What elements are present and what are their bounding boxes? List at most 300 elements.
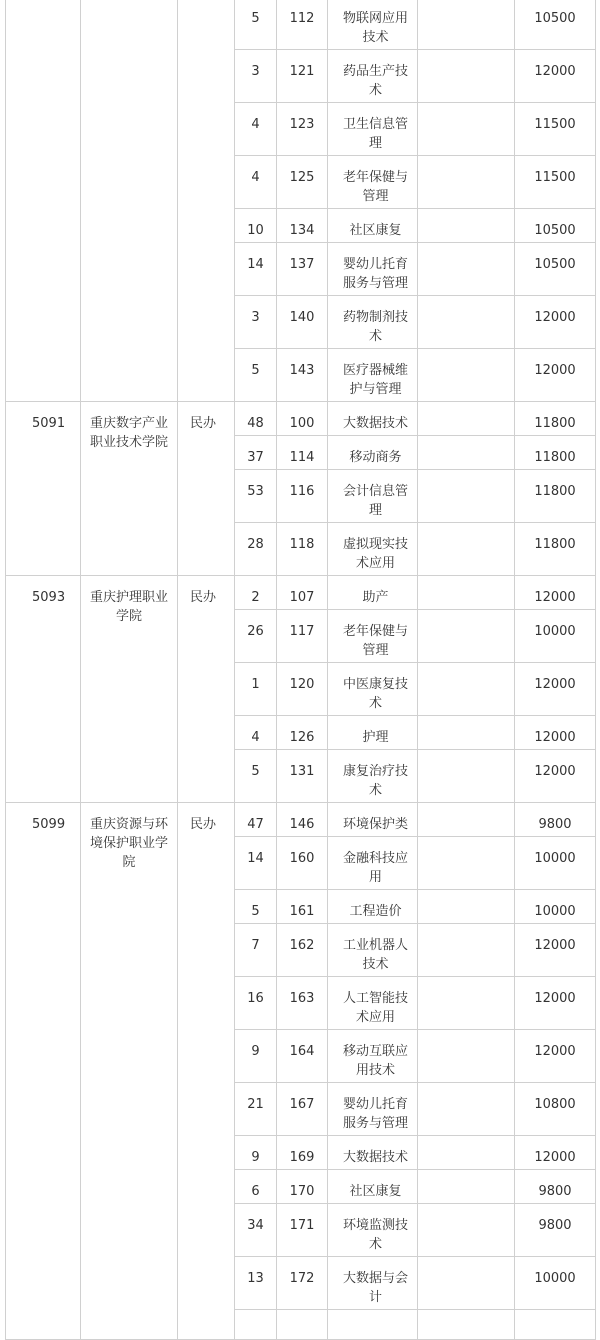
tuition-fee-cell-text: 9800 [538, 1218, 572, 1233]
plan-count-cell-text: 48 [247, 416, 264, 431]
tuition-fee-cell [515, 890, 596, 924]
major-name-cell [328, 663, 418, 716]
school-name-cell [81, 803, 178, 1340]
major-name-cell [328, 977, 418, 1030]
major-name-cell-text: 人工智能技 术应用 [342, 991, 408, 1025]
plan-count-cell-text: 5 [251, 764, 260, 779]
major-code-cell-text: 172 [289, 1271, 315, 1286]
note-cell-text [418, 436, 514, 448]
note-cell-text [418, 402, 514, 414]
note-cell [418, 1204, 515, 1257]
tuition-fee-cell [515, 803, 596, 837]
major-name-cell-text: 护理 [362, 730, 389, 745]
major-code-cell [277, 750, 328, 803]
plan-count-cell [235, 402, 277, 436]
school-type-cell [178, 402, 235, 576]
major-code-cell-text: 164 [289, 1044, 315, 1059]
major-code-cell-text: 120 [289, 677, 315, 692]
major-code-cell-text: 160 [289, 851, 315, 866]
major-code-cell [277, 0, 328, 50]
major-code-cell [277, 209, 328, 243]
major-code-cell-text: 170 [289, 1184, 315, 1199]
major-name-cell-text: 药物制剂技 术 [342, 310, 408, 344]
tuition-fee-cell [515, 296, 596, 349]
major-code-cell [277, 1170, 328, 1204]
plan-count-cell-text: 26 [247, 624, 264, 639]
note-cell [418, 924, 515, 977]
major-code-cell-text: 169 [289, 1150, 315, 1165]
major-name-cell-text: 中医康复技 术 [342, 677, 408, 711]
tuition-fee-cell-text [515, 1310, 595, 1322]
note-cell-text [418, 349, 514, 361]
major-name-cell [328, 1310, 418, 1340]
major-name-cell [328, 470, 418, 523]
major-name-cell-text: 婴幼儿托育 服务与管理 [342, 257, 408, 291]
plan-count-cell [235, 750, 277, 803]
tuition-fee-cell-text: 10500 [534, 223, 576, 238]
plan-count-cell-text: 16 [247, 991, 264, 1006]
major-code-cell [277, 663, 328, 716]
major-code-cell [277, 1083, 328, 1136]
major-code-cell [277, 402, 328, 436]
plan-count-cell [235, 0, 277, 50]
tuition-fee-cell-text: 12000 [534, 938, 576, 953]
plan-count-cell [235, 50, 277, 103]
tuition-fee-cell [515, 523, 596, 576]
plan-count-cell-text: 34 [247, 1218, 264, 1233]
note-cell-text [418, 103, 514, 115]
major-name-cell [328, 402, 418, 436]
tuition-fee-cell-text: 10800 [534, 1097, 576, 1112]
major-code-cell-text: 107 [289, 590, 315, 605]
tuition-fee-cell-text: 10500 [534, 257, 576, 272]
tuition-fee-cell-text: 12000 [534, 1044, 576, 1059]
plan-count-cell [235, 1136, 277, 1170]
major-name-cell [328, 523, 418, 576]
note-cell [418, 1136, 515, 1170]
major-name-cell-text: 环境保护类 [342, 817, 408, 832]
plan-count-cell [235, 1257, 277, 1310]
note-cell [418, 576, 515, 610]
major-code-cell [277, 436, 328, 470]
tuition-fee-cell-text: 10000 [534, 624, 576, 639]
plan-count-cell [235, 243, 277, 296]
plan-count-cell-text: 4 [251, 170, 260, 185]
note-cell [418, 663, 515, 716]
major-code-cell [277, 470, 328, 523]
tuition-fee-cell [515, 1257, 596, 1310]
note-cell [418, 837, 515, 890]
major-code-cell-text: 167 [289, 1097, 315, 1112]
major-code-cell [277, 890, 328, 924]
note-cell [418, 523, 515, 576]
note-cell [418, 50, 515, 103]
tuition-fee-cell-text: 12000 [534, 310, 576, 325]
note-cell-text [418, 0, 514, 9]
tuition-fee-cell [515, 924, 596, 977]
plan-count-cell-text: 4 [251, 117, 260, 132]
note-cell-text [418, 1170, 514, 1182]
plan-count-cell-text: 1 [251, 677, 260, 692]
tuition-fee-cell [515, 610, 596, 663]
plan-count-cell-text: 5 [251, 904, 260, 919]
tuition-fee-cell-text: 12000 [534, 730, 576, 745]
major-name-cell [328, 837, 418, 890]
major-code-cell-text: 146 [289, 817, 315, 832]
school-code-cell-text: 5091 [32, 416, 66, 431]
major-code-cell-text: 161 [289, 904, 315, 919]
major-name-cell [328, 576, 418, 610]
note-cell-text [418, 663, 514, 675]
major-code-cell-text: 121 [289, 64, 315, 79]
tuition-fee-cell [515, 349, 596, 402]
tuition-fee-cell-text: 12000 [534, 991, 576, 1006]
note-cell-text [418, 50, 514, 62]
school-code-cell-text [6, 0, 80, 9]
note-cell [418, 1170, 515, 1204]
tuition-fee-cell-text: 11800 [534, 537, 576, 552]
tuition-fee-cell [515, 1204, 596, 1257]
major-name-cell [328, 0, 418, 50]
major-name-cell [328, 1170, 418, 1204]
tuition-fee-cell-text: 11800 [534, 450, 576, 465]
major-code-cell [277, 296, 328, 349]
major-code-cell-text: 112 [289, 11, 315, 26]
school-name-cell [81, 402, 178, 576]
major-code-cell [277, 1257, 328, 1310]
tuition-fee-cell-text: 10500 [534, 11, 576, 26]
major-code-cell [277, 1204, 328, 1257]
major-name-cell-text: 老年保健与 管理 [342, 624, 408, 658]
major-name-cell [328, 296, 418, 349]
note-cell-text [418, 1136, 514, 1148]
school-type-cell [178, 803, 235, 1340]
major-code-cell-text: 118 [289, 537, 315, 552]
major-code-cell-text: 171 [289, 1218, 315, 1233]
plan-count-cell-text: 3 [251, 64, 260, 79]
plan-count-cell [235, 576, 277, 610]
school-code-cell-text: 5093 [32, 590, 66, 605]
major-name-cell-text: 医疗器械维 护与管理 [342, 363, 408, 397]
major-name-cell-text: 社区康复 [349, 1184, 402, 1199]
note-cell [418, 610, 515, 663]
note-cell [418, 209, 515, 243]
tuition-fee-cell-text: 10000 [534, 904, 576, 919]
school-code-cell [6, 803, 81, 1340]
major-code-cell [277, 243, 328, 296]
note-cell [418, 402, 515, 436]
plan-count-cell [235, 1083, 277, 1136]
school-code-cell [6, 576, 81, 803]
table-row [6, 0, 596, 50]
plan-count-cell-text: 53 [247, 484, 264, 499]
note-cell [418, 103, 515, 156]
tuition-fee-cell [515, 977, 596, 1030]
note-cell-text [418, 1083, 514, 1095]
tuition-fee-cell-text: 12000 [534, 764, 576, 779]
major-code-cell [277, 1030, 328, 1083]
tuition-fee-cell [515, 1136, 596, 1170]
plan-count-cell [235, 1170, 277, 1204]
major-code-cell [277, 523, 328, 576]
major-name-cell-text: 康复治疗技 术 [342, 764, 408, 798]
plan-count-cell [235, 803, 277, 837]
plan-count-cell [235, 663, 277, 716]
major-code-cell-text: 123 [289, 117, 315, 132]
major-name-cell [328, 436, 418, 470]
tuition-fee-cell-text: 10000 [534, 1271, 576, 1286]
major-name-cell-text: 移动互联应 用技术 [342, 1044, 408, 1078]
note-cell [418, 750, 515, 803]
plan-count-cell [235, 436, 277, 470]
plan-count-cell [235, 837, 277, 890]
school-code-cell [6, 0, 81, 402]
school-type-cell-text: 民办 [190, 590, 217, 605]
school-type-cell-text: 民办 [190, 817, 217, 832]
plan-count-cell-text: 4 [251, 730, 260, 745]
table-body [6, 0, 596, 1340]
major-name-cell [328, 924, 418, 977]
plan-count-cell [235, 1204, 277, 1257]
note-cell [418, 0, 515, 50]
plan-count-cell [235, 470, 277, 523]
note-cell [418, 243, 515, 296]
major-code-cell [277, 103, 328, 156]
major-code-cell [277, 924, 328, 977]
plan-count-cell [235, 156, 277, 209]
note-cell [418, 890, 515, 924]
school-name-cell-text: 重庆护理职业 学院 [89, 590, 168, 624]
plan-count-cell-text: 9 [251, 1044, 260, 1059]
note-cell [418, 803, 515, 837]
tuition-fee-cell [515, 243, 596, 296]
note-cell-text [418, 750, 514, 762]
major-name-cell-text: 社区康复 [349, 223, 402, 238]
plan-count-cell-text: 37 [247, 450, 264, 465]
major-name-cell [328, 716, 418, 750]
major-name-cell-text: 工程造价 [349, 904, 402, 919]
plan-count-cell [235, 890, 277, 924]
tuition-fee-cell [515, 156, 596, 209]
major-name-cell-text [328, 1310, 417, 1322]
major-name-cell [328, 156, 418, 209]
plan-count-cell [235, 1310, 277, 1340]
note-cell [418, 436, 515, 470]
major-name-cell-text: 老年保健与 管理 [342, 170, 408, 204]
admission-plan-table [5, 0, 596, 1340]
major-code-cell-text: 125 [289, 170, 315, 185]
major-code-cell [277, 977, 328, 1030]
major-code-cell-text: 116 [289, 484, 315, 499]
plan-count-cell [235, 523, 277, 576]
major-code-cell [277, 837, 328, 890]
tuition-fee-cell [515, 750, 596, 803]
tuition-fee-cell-text: 12000 [534, 1150, 576, 1165]
major-name-cell [328, 243, 418, 296]
tuition-fee-cell-text: 9800 [538, 1184, 572, 1199]
major-code-cell-text: 163 [289, 991, 315, 1006]
major-name-cell-text: 金融科技应 用 [342, 851, 408, 885]
major-name-cell-text: 工业机器人 技术 [342, 938, 408, 972]
tuition-fee-cell [515, 576, 596, 610]
major-name-cell-text: 药品生产技 术 [342, 64, 408, 98]
note-cell [418, 716, 515, 750]
school-type-cell-text [178, 0, 234, 9]
note-cell-text [418, 209, 514, 221]
tuition-fee-cell [515, 402, 596, 436]
note-cell-text [418, 610, 514, 622]
note-cell-text [418, 576, 514, 588]
major-code-cell [277, 50, 328, 103]
plan-count-cell [235, 977, 277, 1030]
plan-count-cell [235, 209, 277, 243]
major-name-cell-text: 助产 [362, 590, 389, 605]
note-cell [418, 1257, 515, 1310]
plan-count-cell [235, 1030, 277, 1083]
major-name-cell-text: 移动商务 [349, 450, 402, 465]
table-row [6, 803, 596, 837]
tuition-fee-cell [515, 1083, 596, 1136]
plan-count-cell-text [235, 1310, 276, 1322]
tuition-fee-cell-text: 11800 [534, 484, 576, 499]
tuition-fee-cell [515, 50, 596, 103]
note-cell-text [418, 890, 514, 902]
major-code-cell-text [277, 1310, 327, 1322]
major-code-cell-text: 117 [289, 624, 315, 639]
tuition-fee-cell-text: 10000 [534, 851, 576, 866]
note-cell-text [418, 977, 514, 989]
major-code-cell [277, 576, 328, 610]
note-cell-text [418, 470, 514, 482]
major-code-cell-text: 134 [289, 223, 315, 238]
major-name-cell-text: 大数据技术 [342, 416, 408, 431]
major-name-cell [328, 349, 418, 402]
major-code-cell [277, 803, 328, 837]
major-name-cell [328, 103, 418, 156]
school-type-cell-text: 民办 [190, 416, 217, 431]
tuition-fee-cell [515, 1170, 596, 1204]
note-cell-text [418, 243, 514, 255]
plan-count-cell-text: 9 [251, 1150, 260, 1165]
note-cell [418, 1030, 515, 1083]
plan-count-cell-text: 2 [251, 590, 260, 605]
note-cell [418, 296, 515, 349]
tuition-fee-cell [515, 837, 596, 890]
major-code-cell [277, 716, 328, 750]
note-cell-text [418, 1257, 514, 1269]
school-name-cell [81, 0, 178, 402]
plan-count-cell-text: 5 [251, 11, 260, 26]
note-cell-text [418, 296, 514, 308]
major-name-cell [328, 1083, 418, 1136]
major-code-cell-text: 140 [289, 310, 315, 325]
school-name-cell-text: 重庆数字产业 职业技术学院 [89, 416, 168, 450]
table-row [6, 576, 596, 610]
tuition-fee-cell [515, 716, 596, 750]
plan-count-cell-text: 14 [247, 851, 264, 866]
major-name-cell-text: 卫生信息管 理 [342, 117, 408, 151]
major-code-cell [277, 610, 328, 663]
major-name-cell [328, 1204, 418, 1257]
note-cell-text [418, 523, 514, 535]
tuition-fee-cell [515, 1030, 596, 1083]
tuition-fee-cell [515, 0, 596, 50]
major-name-cell [328, 50, 418, 103]
major-name-cell [328, 1030, 418, 1083]
tuition-fee-cell-text: 12000 [534, 677, 576, 692]
major-code-cell-text: 114 [289, 450, 315, 465]
major-name-cell [328, 209, 418, 243]
tuition-fee-cell [515, 470, 596, 523]
table-row [6, 402, 596, 436]
major-code-cell-text: 126 [289, 730, 315, 745]
major-name-cell-text: 大数据与会 计 [342, 1271, 408, 1305]
tuition-fee-cell [515, 1310, 596, 1340]
school-type-cell [178, 576, 235, 803]
major-name-cell-text: 婴幼儿托育 服务与管理 [342, 1097, 408, 1131]
major-code-cell [277, 156, 328, 209]
note-cell [418, 470, 515, 523]
major-name-cell [328, 890, 418, 924]
plan-count-cell [235, 349, 277, 402]
note-cell [418, 977, 515, 1030]
note-cell-text [418, 837, 514, 849]
major-name-cell [328, 750, 418, 803]
tuition-fee-cell-text: 12000 [534, 64, 576, 79]
school-name-cell-text: 重庆资源与环 境保护职业学 院 [89, 817, 168, 870]
major-code-cell [277, 349, 328, 402]
tuition-fee-cell [515, 209, 596, 243]
school-type-cell [178, 0, 235, 402]
tuition-fee-cell-text: 11800 [534, 416, 576, 431]
major-name-cell-text: 会计信息管 理 [342, 484, 408, 518]
note-cell-text [418, 924, 514, 936]
major-code-cell-text: 162 [289, 938, 315, 953]
note-cell-text [418, 803, 514, 815]
tuition-fee-cell-text: 11500 [534, 117, 576, 132]
plan-count-cell-text: 7 [251, 938, 260, 953]
major-name-cell [328, 1257, 418, 1310]
major-name-cell-text: 虚拟现实技 术应用 [342, 537, 408, 571]
tuition-fee-cell [515, 663, 596, 716]
plan-count-cell-text: 21 [247, 1097, 264, 1112]
plan-count-cell-text: 10 [247, 223, 264, 238]
note-cell-text [418, 1204, 514, 1216]
tuition-fee-cell-text: 12000 [534, 363, 576, 378]
major-code-cell [277, 1136, 328, 1170]
note-cell-text [418, 1310, 514, 1322]
major-name-cell [328, 1136, 418, 1170]
major-name-cell-text: 大数据技术 [342, 1150, 408, 1165]
major-name-cell-text: 物联网应用 技术 [342, 11, 408, 45]
plan-count-cell [235, 103, 277, 156]
plan-count-cell [235, 296, 277, 349]
plan-count-cell-text: 5 [251, 363, 260, 378]
plan-count-cell [235, 924, 277, 977]
school-name-cell-text [81, 0, 177, 9]
tuition-fee-cell-text: 9800 [538, 817, 572, 832]
note-cell-text [418, 156, 514, 168]
major-code-cell-text: 143 [289, 363, 315, 378]
plan-count-cell-text: 47 [247, 817, 264, 832]
major-code-cell [277, 1310, 328, 1340]
major-code-cell-text: 100 [289, 416, 315, 431]
plan-count-cell [235, 610, 277, 663]
tuition-fee-cell-text: 11500 [534, 170, 576, 185]
tuition-fee-cell [515, 103, 596, 156]
note-cell [418, 1310, 515, 1340]
major-code-cell-text: 137 [289, 257, 315, 272]
